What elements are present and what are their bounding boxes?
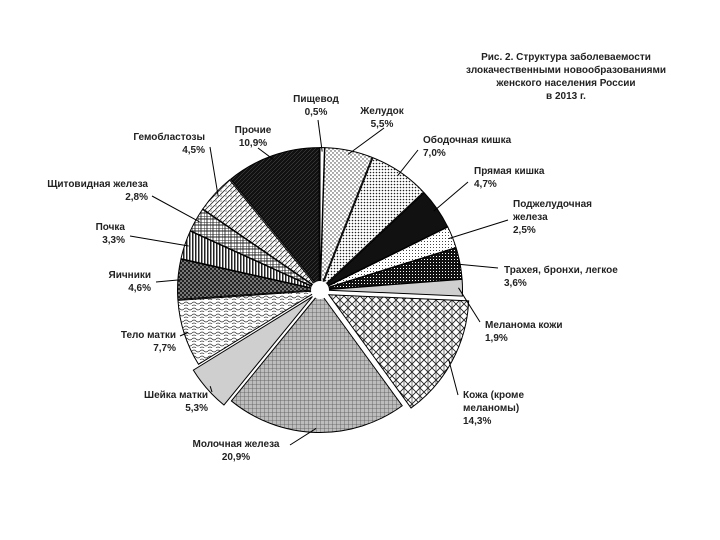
leader-line — [449, 359, 458, 395]
slice-label: Пищевод 0,5% — [293, 94, 339, 118]
slice-label: Прямая кишка 4,7% — [474, 166, 545, 190]
slice-label: Желудок 5,5% — [360, 106, 404, 130]
leader-line — [398, 150, 418, 175]
leader-line — [348, 128, 384, 154]
slice-label: Кожа (кроме меланомы) 14,3% — [463, 390, 525, 427]
leader-line — [318, 120, 322, 152]
leader-line — [434, 182, 468, 211]
slice-label: Меланома кожи 1,9% — [485, 320, 563, 344]
slice-label: Тело матки 7,7% — [120, 330, 176, 354]
chart-title: Рис. 2. Структура заболеваемости злокачественными новообразованиями женского населения России в 2013 г. — [465, 52, 667, 102]
leader-line — [456, 264, 498, 268]
slice-label: Трахея, бронхи, легкое 3,6% — [504, 265, 618, 289]
leader-line — [449, 220, 508, 239]
slice-label: Шейка матки 5,3% — [144, 390, 208, 414]
slice-label: Яичники 4,6% — [108, 270, 151, 294]
slice-label: Прочие 10,9% — [234, 125, 272, 149]
slice-label: Поджелудочная железа 2,5% — [513, 199, 593, 236]
leader-line — [210, 147, 218, 196]
leader-line — [152, 196, 199, 222]
leader-line — [130, 236, 189, 246]
slice-label: Почка 3,3% — [95, 222, 125, 246]
pie-center — [311, 281, 329, 299]
slice-label: Молочная железа 20,9% — [192, 439, 280, 463]
slice-label: Ободочная кишка 7,0% — [423, 135, 512, 159]
slice-label: Щитовидная железа 2,8% — [47, 179, 148, 203]
slice-label: Гемобластозы 4,5% — [133, 132, 205, 156]
